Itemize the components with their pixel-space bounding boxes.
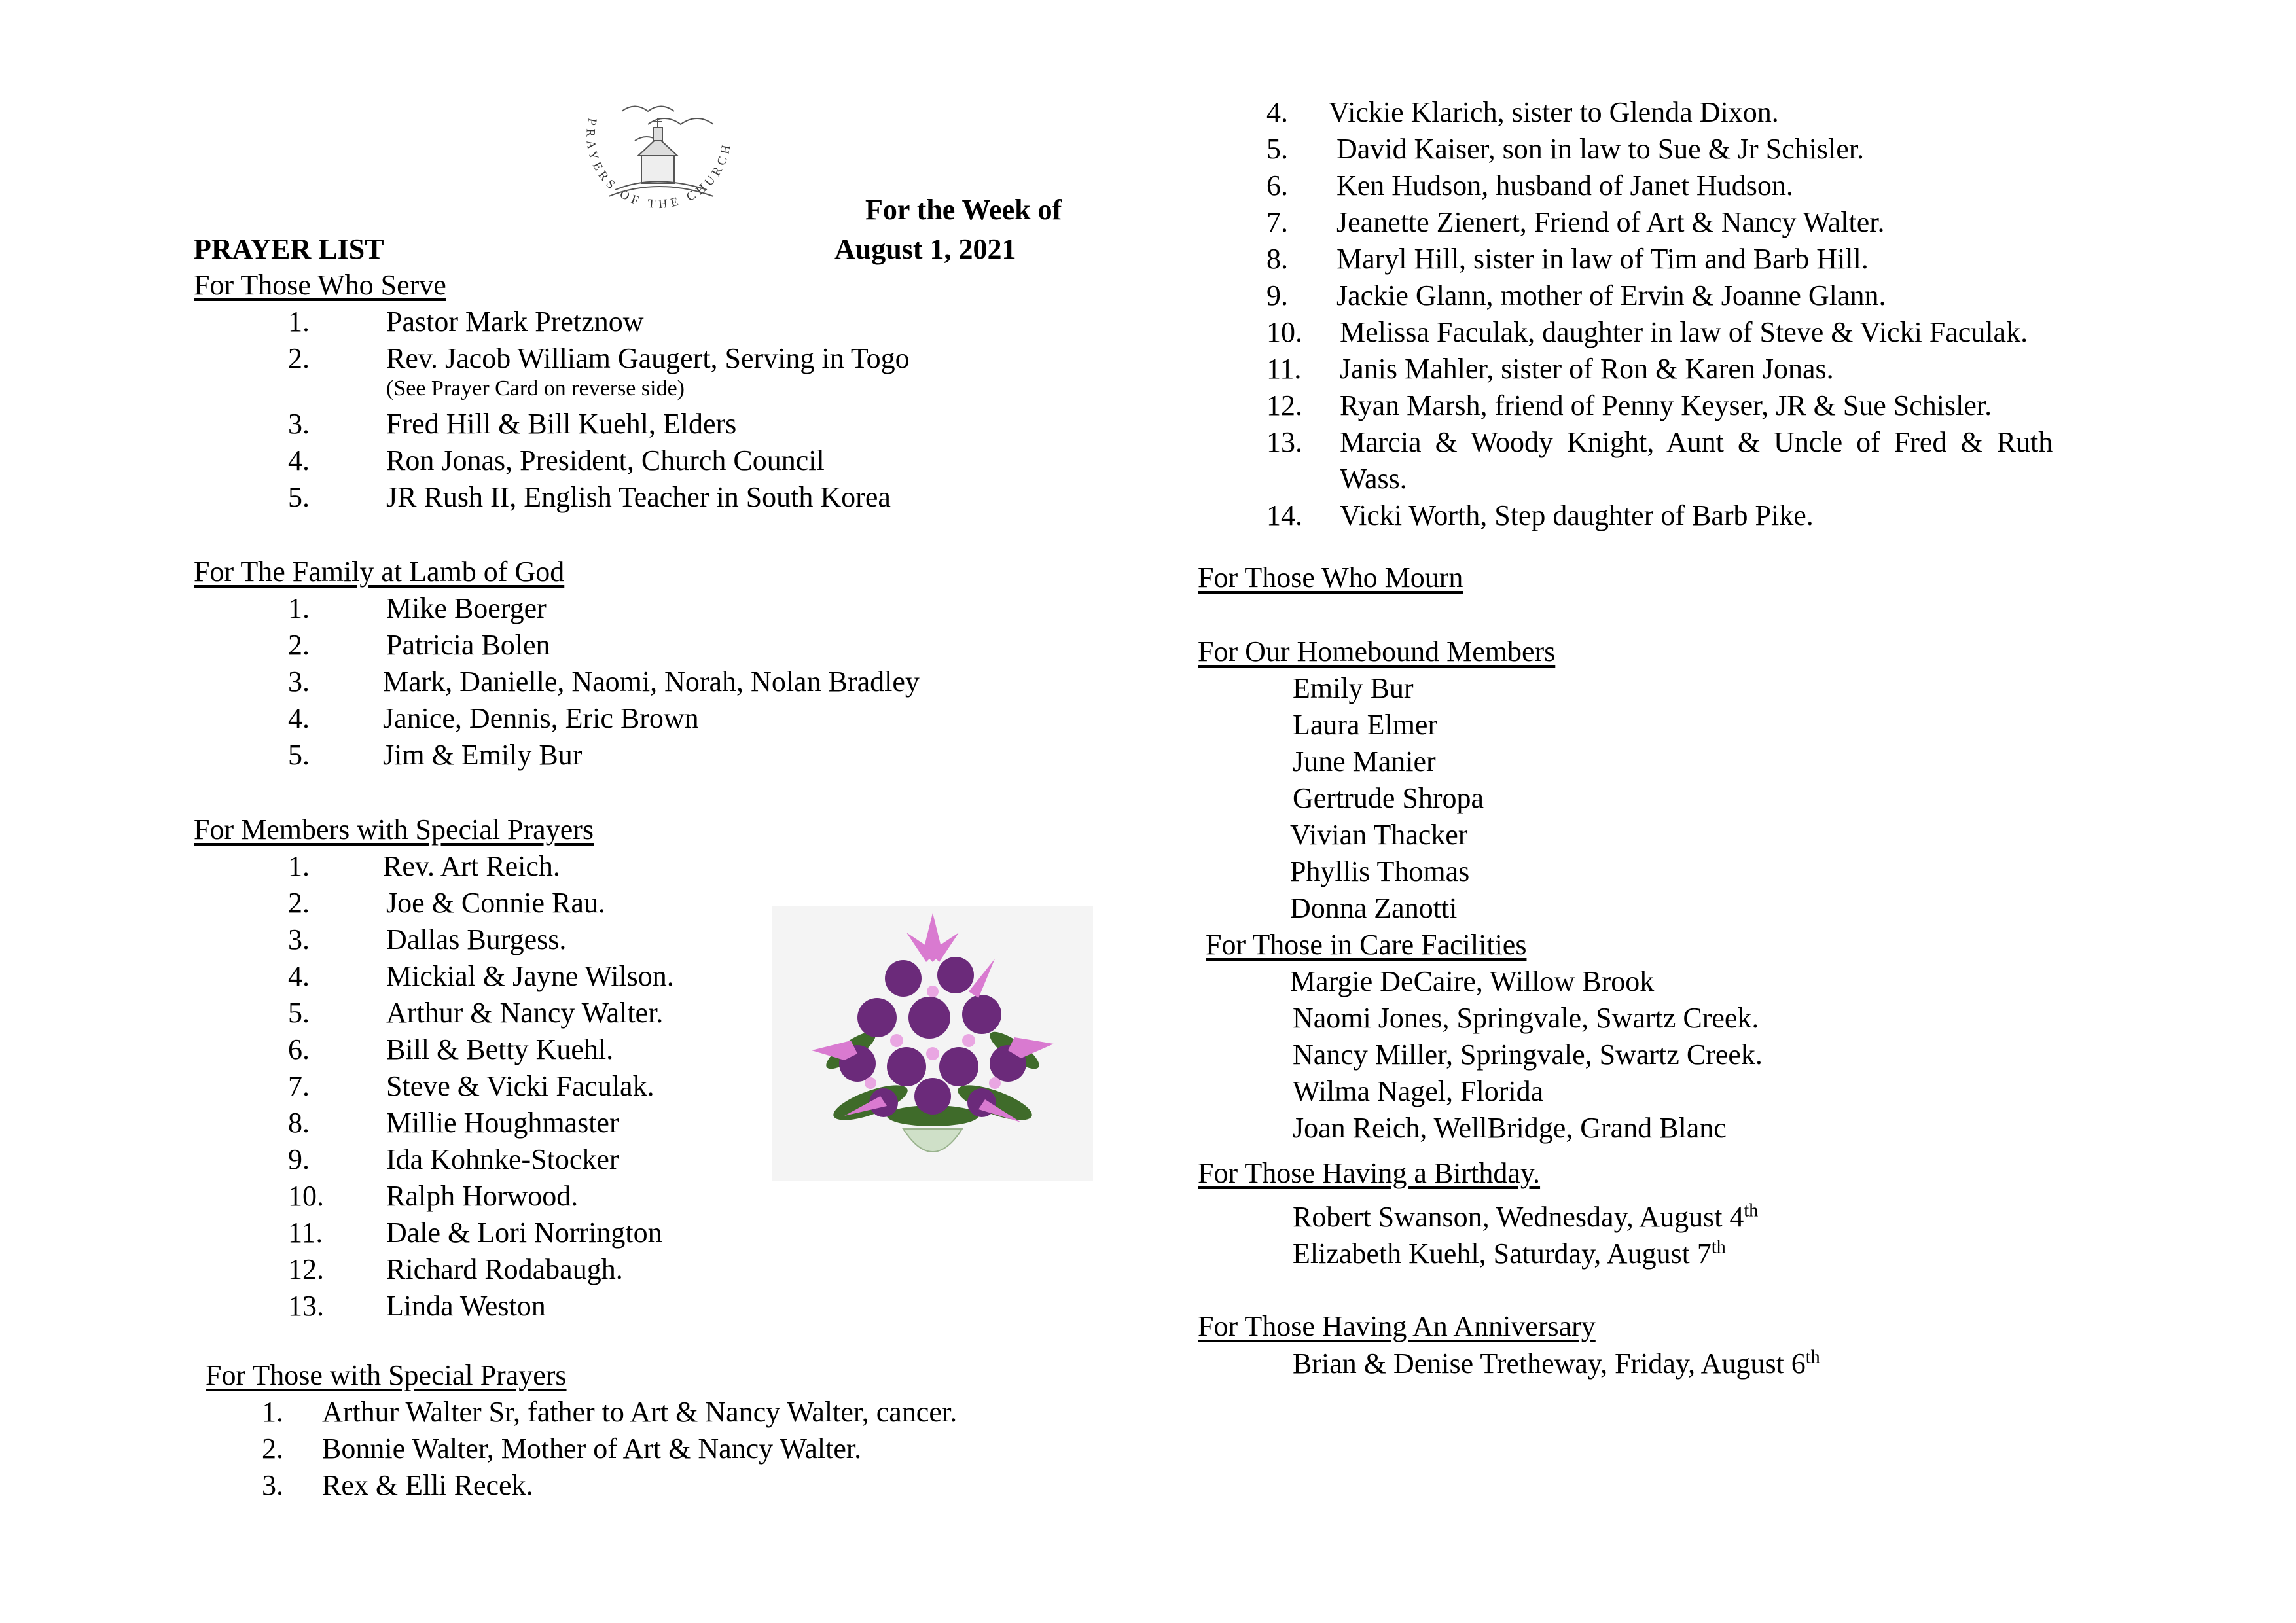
list-item: Vivian Thacker [1290,819,1468,851]
list-item [288,1179,578,1213]
list-item [288,1069,655,1103]
item-text: Ralph Horwood. [386,1180,579,1212]
item-number: 8. [288,1107,310,1139]
week-label: For the Week of [865,194,1062,226]
item-number: 4. [288,444,310,476]
item-number: 7. [288,1070,310,1102]
list-item: Margie DeCaire, Willow Brook [1290,965,1655,997]
item-text: Ida Kohnke-Stocker [386,1143,619,1175]
list-item [288,738,582,772]
item-number: 13. [288,1290,324,1322]
section-heading-mourn: For Those Who Mourn [1198,562,1463,594]
item-number: 1. [262,1396,283,1428]
list-item [1266,425,2053,459]
week-date: August 1, 2021 [834,233,1016,265]
item-text: Bill & Betty Kuehl. [386,1033,614,1065]
those-special-list-part2 [1266,96,2150,541]
section-heading-birthday: For Those Having a Birthday. [1198,1157,1541,1189]
homebound-list [1290,671,1685,933]
item-number: 12. [288,1253,324,1285]
section-heading-anniversary: For Those Having An Anniversary [1198,1310,1596,1342]
prayers-of-the-church-logo [563,92,749,236]
list-item [1266,132,1864,166]
item-number: 7. [1266,206,1288,238]
members-special-list [288,849,746,1334]
item-text: Jackie Glann, mother of Ervin & Joanne Glann. [1336,279,1886,312]
item-text: Vicki Worth, Step daughter of Barb Pike. [1340,499,1814,531]
list-item [288,342,910,376]
item-text: Mickial & Jayne Wilson. [386,960,674,992]
item-number: 3. [288,923,310,955]
list-item [262,1469,533,1503]
item-number: 12. [1266,389,1302,421]
ordinal-suffix: th [1744,1200,1759,1221]
item-text: Rex & Elli Recek. [322,1469,533,1501]
list-item [1293,1347,1820,1381]
item-number: 9. [1266,279,1288,312]
list-item [1266,279,1886,313]
list-item [262,1432,861,1466]
list-item [288,996,663,1030]
item-number: 1. [288,850,310,882]
item-text: Rev. Jacob William Gaugert, Serving in Togo [386,342,910,374]
those-special-list-part1 [262,1395,1047,1507]
item-text: Fred Hill & Bill Kuehl, Elders [386,408,737,440]
item-text: Millie Houghmaster [386,1107,619,1139]
list-item [288,1289,546,1323]
item-text: Patricia Bolen [386,629,550,661]
item-text: Dallas Burgess. [386,923,567,955]
item-number: 2. [288,342,310,374]
item-text: Elizabeth Kuehl, Saturday, August 7 [1293,1238,1712,1270]
item-number: 2. [262,1433,283,1465]
list-item [288,1216,662,1250]
item-number: 3. [288,408,310,440]
list-item [1266,389,1992,423]
item-text: Jeanette Zienert, Friend of Art & Nancy Walter. [1336,206,1885,238]
list-item [288,665,920,699]
item-number: 9. [288,1143,310,1175]
list-item [1266,169,1793,203]
item-number: 1. [288,306,310,338]
list-item [288,407,736,441]
list-item [288,592,547,626]
list-item [288,1106,619,1140]
item-number: 2. [288,887,310,919]
list-item: Phyllis Thomas [1290,855,1470,887]
item-text: Brian & Denise Tretheway, Friday, August 6 [1293,1347,1806,1380]
list-item: Joan Reich, WellBridge, Grand Blanc [1293,1112,1727,1144]
list-item [1293,1237,1726,1271]
list-item: Laura Elmer [1293,709,1438,741]
item-number: 10. [1266,316,1302,348]
list-item [288,1253,623,1287]
item-text: Ron Jonas, President, Church Council [386,444,825,476]
list-item [288,1143,619,1177]
item-text: Richard Rodabaugh. [386,1253,623,1285]
item-text: Pastor Mark Pretznow [386,306,644,338]
item-number: 11. [1266,353,1302,385]
item-number: 4. [288,960,310,992]
list-item: Nancy Miller, Springvale, Swartz Creek. [1293,1039,1763,1071]
list-item-wrap: Wass. [1340,463,1407,495]
item-number: 6. [288,1033,310,1065]
list-item [262,1395,957,1429]
item-number: 5. [288,739,310,771]
item-text: Janice, Dennis, Eric Brown [383,702,699,734]
list-item [288,886,605,920]
item-text: Jim & Emily Bur [383,739,583,771]
section-heading-serve: For Those Who Serve [194,269,446,301]
logo-text: PRAYERS OF THE CHURCH [583,117,734,212]
item-text: Rev. Art Reich. [383,850,560,882]
list-item [288,849,560,883]
item-text: JR Rush II, English Teacher in South Korea [386,481,891,513]
list-item: Emily Bur [1293,672,1414,704]
list-item [288,305,644,339]
list-item [1266,352,1834,386]
item-number: 11. [288,1217,323,1249]
section-heading-those-special: For Those with Special Prayers [206,1359,567,1391]
item-number: 3. [262,1469,283,1501]
item-number: 2. [288,629,310,661]
list-item [1266,499,1814,533]
item-text: Dale & Lori Norrington [386,1217,662,1249]
list-item: June Manier [1293,745,1436,777]
list-item [288,702,699,736]
item-text: Melissa Faculak, daughter in law of Steve & Vicki Faculak. [1340,316,2028,348]
item-text: Marcia & Woody Knight, Aunt & Uncle of Fred & Ruth [1340,426,2053,458]
item-text: Arthur Walter Sr, father to Art & Nancy Walter, cancer. [322,1396,958,1428]
serve-note: (See Prayer Card on reverse side) [386,376,685,401]
item-number: 4. [288,702,310,734]
list-item [1266,315,2028,349]
item-number: 5. [1266,133,1288,165]
list-item: Donna Zanotti [1290,892,1458,924]
list-item [288,628,550,662]
list-item [1266,96,1779,130]
item-number: 13. [1266,426,1302,458]
item-number: 14. [1266,499,1302,531]
item-number: 3. [288,666,310,698]
item-text: Linda Weston [386,1290,546,1322]
list-item [288,959,674,993]
ordinal-suffix: th [1711,1237,1726,1258]
item-number: 8. [1266,243,1288,275]
list-item: Wilma Nagel, Florida [1293,1075,1544,1107]
flower-arrangement-image [772,906,1093,1181]
item-number: 4. [1266,96,1288,128]
list-item [1266,242,1869,276]
item-text: Joe & Connie Rau. [386,887,605,919]
item-text: Steve & Vicki Faculak. [386,1070,655,1102]
list-item [1266,205,1884,240]
item-text: Robert Swanson, Wednesday, August 4 [1293,1201,1744,1233]
item-number: 1. [288,592,310,624]
item-text: Arthur & Nancy Walter. [386,997,664,1029]
list-item [288,1033,613,1067]
birthday-list [1293,1200,1882,1279]
list-item [288,444,825,478]
anniversary-list [1293,1347,1947,1386]
care-list [1290,965,1879,1154]
item-text: Bonnie Walter, Mother of Art & Nancy Walter. [322,1433,862,1465]
section-heading-care: For Those in Care Facilities [1206,929,1527,961]
list-item: Naomi Jones, Springvale, Swartz Creek. [1293,1002,1759,1034]
item-text: David Kaiser, son in law to Sue & Jr Schisler. [1336,133,1865,165]
page-title: PRAYER LIST [194,233,384,265]
item-text: Ken Hudson, husband of Janet Hudson. [1336,169,1793,202]
section-heading-members-special: For Members with Special Prayers [194,813,594,846]
item-number: 5. [288,481,310,513]
list-item [1293,1200,1758,1234]
item-text: Mark, Danielle, Naomi, Norah, Nolan Bradley [383,666,920,698]
ordinal-suffix: th [1805,1347,1820,1368]
section-heading-family: For The Family at Lamb of God [194,556,565,588]
item-text: Janis Mahler, sister of Ron & Karen Jonas. [1340,353,1834,385]
list-item [288,480,891,514]
item-text: Maryl Hill, sister in law of Tim and Barb Hill. [1336,243,1869,275]
item-number: 6. [1266,169,1288,202]
item-text: Mike Boerger [386,592,547,624]
item-text: Ryan Marsh, friend of Penny Keyser, JR & Sue Schisler. [1340,389,1992,421]
item-number: 5. [288,997,310,1029]
item-number: 10. [288,1180,324,1212]
list-item: Gertrude Shropa [1293,782,1484,814]
family-list [288,592,1008,788]
section-heading-homebound: For Our Homebound Members [1198,635,1556,668]
item-text: Vickie Klarich, sister to Glenda Dixon. [1329,96,1779,128]
list-item [288,923,566,957]
